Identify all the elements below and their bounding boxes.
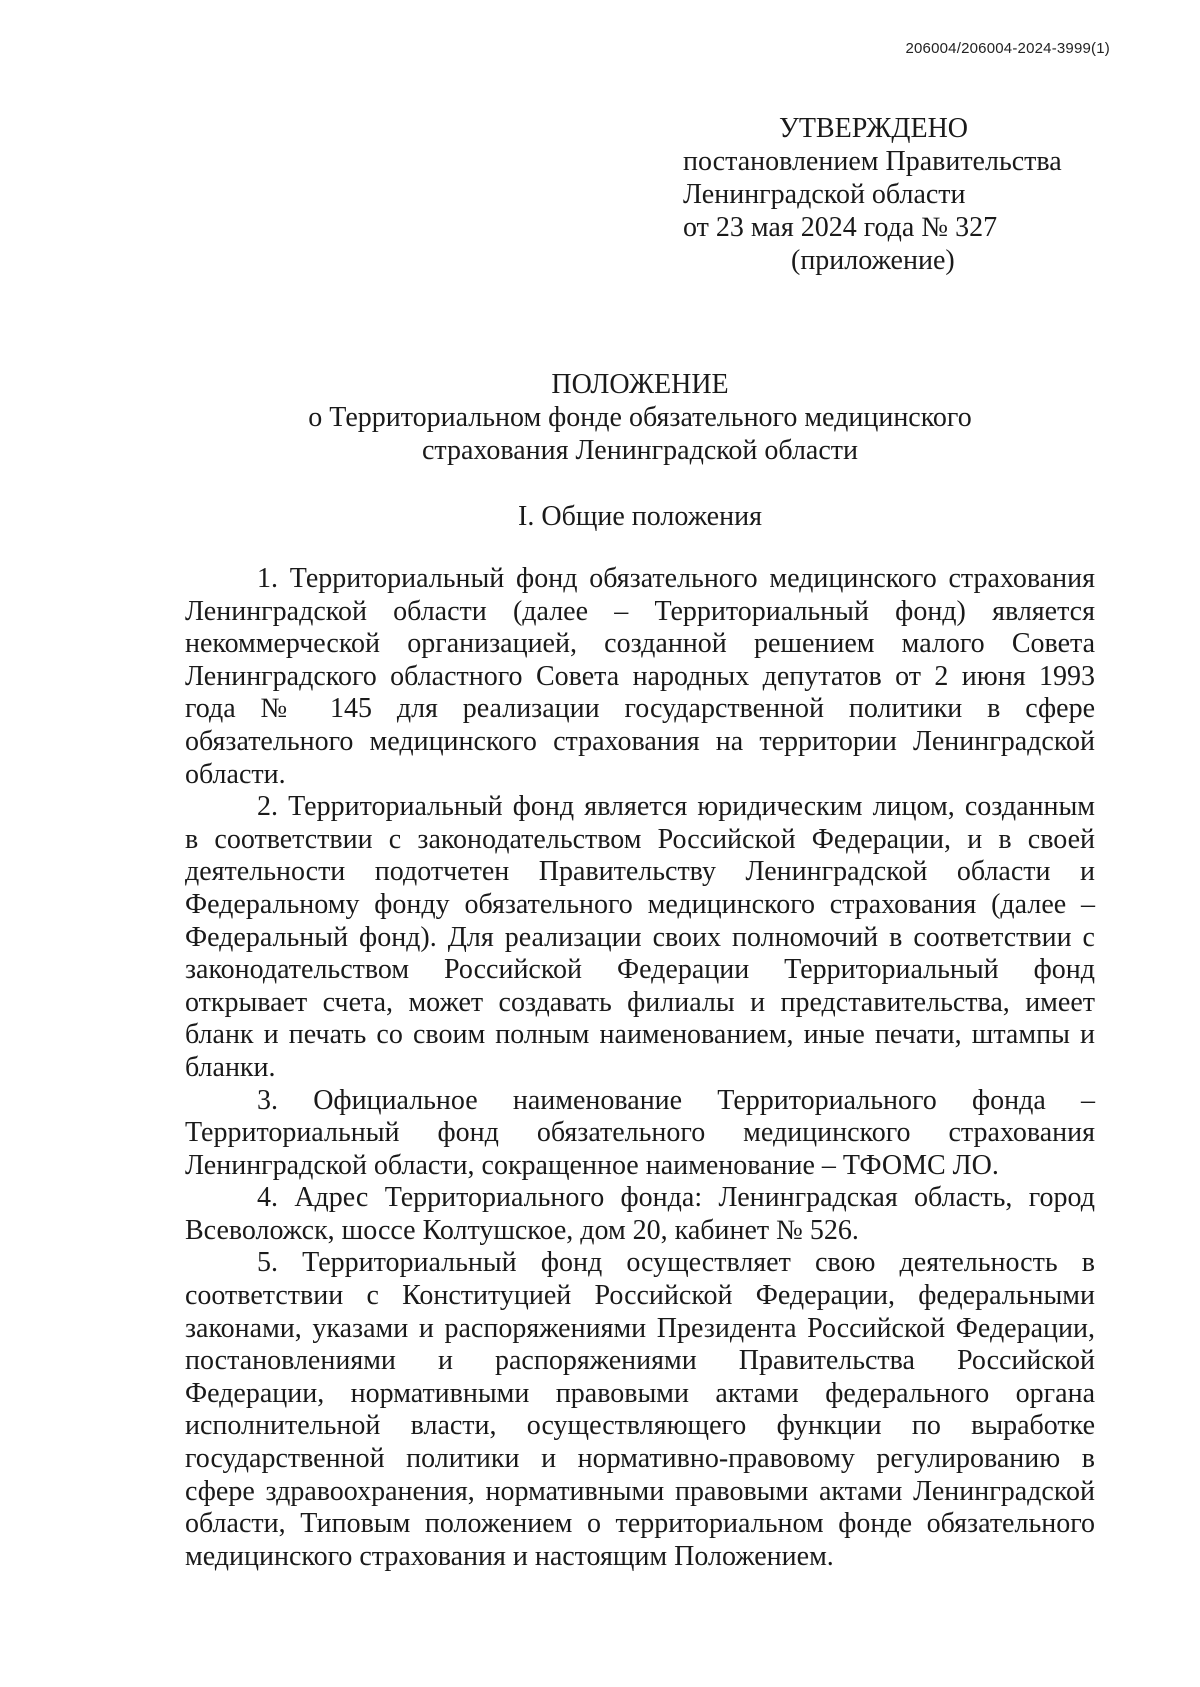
paragraph-5: 5. Территориальный фонд осуществляет свою деятельность в соответствии с Конституцией Российской Федерации, федеральными законами, указами и распоряжениями Президента Российской Федерации, постановлениями и распоряжениями Правительства Российской Федерации, нормативными правовыми актами федерального органа исполнительной власти, осуществляющего функции по выработке государственной политики и нормативно-правовому регулированию в сфере здравоохранения, нормативными правовыми актами Ленинградской области, Типовым положением о территориальном фонде обязательного медицинского страхования и настоящим Положением.	[185, 1247, 1095, 1572]
approval-heading: УТВЕРЖДЕНО	[779, 113, 969, 144]
approval-line-region: Ленинградской области	[683, 179, 966, 210]
paragraph-4: 4. Адрес Территориального фонда: Ленинградская область, город Всеволожск, шоссе Колтушское, дом 20, кабинет № 526.	[185, 1182, 1095, 1246]
paragraph-2: 2. Территориальный фонд является юридическим лицом, созданным в соответствии с законодательством Российской Федерации, и в своей деятельности подотчетен Правительству Ленинградской области и Федеральному фонду обязательного медицинского страхования (далее – Федеральный фонд). Для реализации своих полномочий в соответствии с законодательством Российской Федерации Территориальный фонд открывает счета, может создавать филиалы и представительства, имеет бланк и печать со своим полным наименованием, иные печати, штампы и бланки.	[185, 791, 1095, 1083]
document-body	[185, 563, 1095, 1573]
paragraph-3: 3. Официальное наименование Территориального фонда – Территориальный фонд обязательного медицинского страхования Ленинградской области, сокращенное наименование – ТФОМС ЛО.	[185, 1084, 1095, 1181]
approval-line-date-number: от 23 мая 2024 года № 327	[683, 212, 998, 243]
document-title: ПОЛОЖЕНИЕ	[551, 369, 729, 400]
approval-appendix-note: (приложение)	[791, 245, 955, 276]
paragraph-1: 1. Территориальный фонд обязательного медицинского страхования Ленинградской области (далее – Территориальный фонд) является некоммерческой организацией, созданной решением малого Совета Ленинградского областного Совета народных депутатов от 2 июня 1993 года № 145 для реализации государственной политики в сфере обязательного медицинского страхования на территории Ленинградской области.	[185, 563, 1095, 790]
section-heading: I. Общие положения	[518, 501, 762, 532]
document-subtitle-line-1: о Территориальном фонде обязательного медицинского	[308, 402, 972, 433]
approval-line-resolution: постановлением Правительства	[683, 146, 1062, 177]
document-title-block	[185, 368, 1095, 467]
document-registration-number: 206004/206004-2024-3999(1)	[905, 40, 1110, 57]
approval-stamp-block	[683, 112, 1103, 277]
document-subtitle-line-2: страхования Ленинградской области	[421, 435, 859, 466]
